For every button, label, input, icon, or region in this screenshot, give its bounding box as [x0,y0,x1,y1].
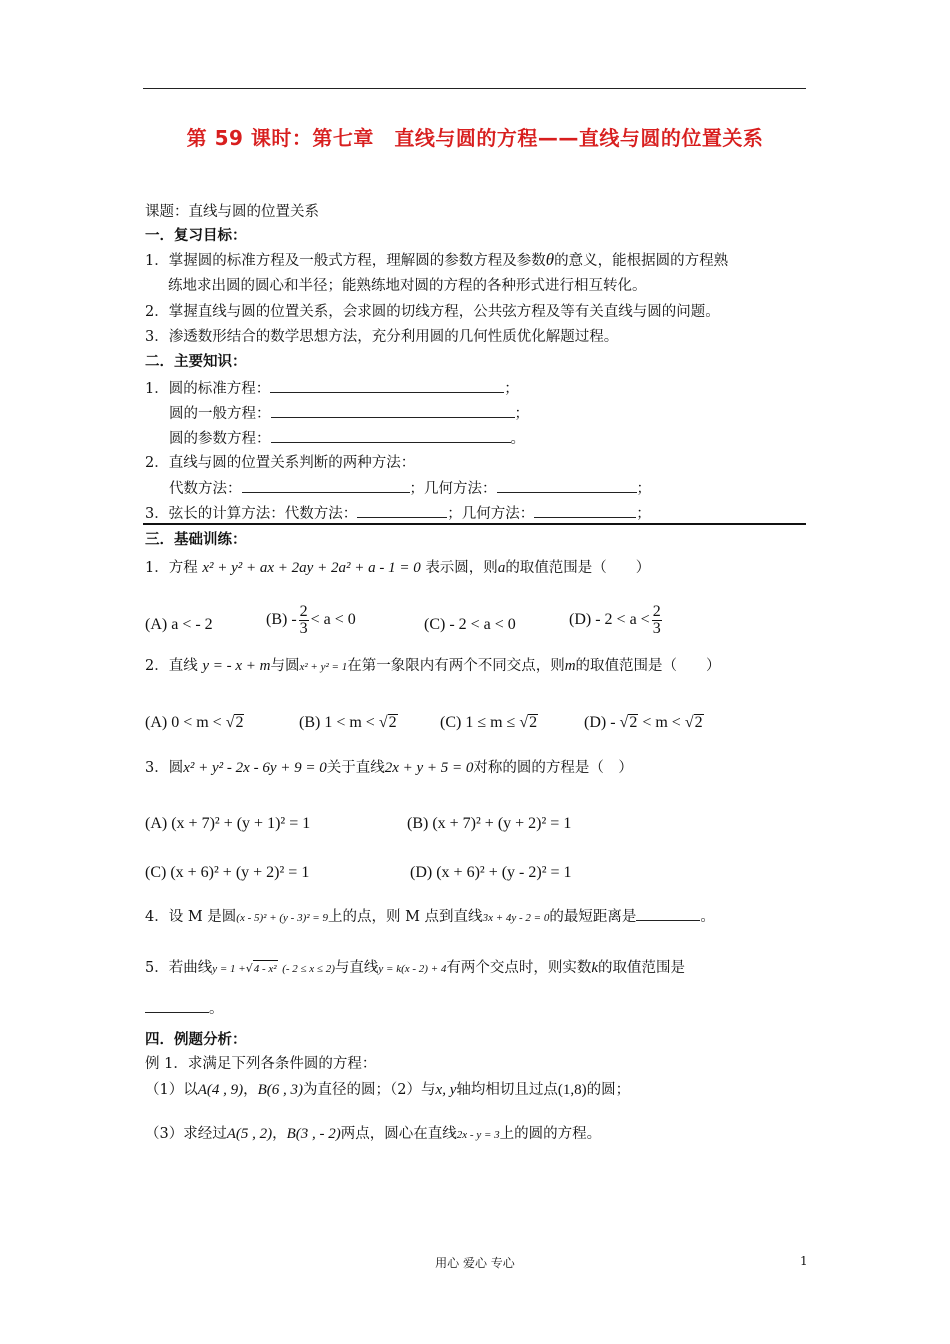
answer-blank[interactable] [636,906,700,921]
part-2-end: 的圆； [586,1082,631,1098]
q2-text-b: 在第一象限内有两个不同交点，则 [347,658,565,674]
section-4-heading: 四．例题分析： [145,1032,247,1048]
punct: 。 [209,1001,224,1017]
point-1-8: (1,8) [557,1082,587,1098]
question-5 [145,958,685,979]
q4-label: 4．设 M 是圆 [145,909,237,925]
q3-line-eq: 2x + y + 5 = 0 [384,760,474,776]
part-3-label: （3）求经过 [145,1126,227,1142]
section-divider [143,523,806,525]
q2a-text: (A) 0 < m < [145,714,222,731]
sqrt-symbol: √ [245,962,253,975]
goal-2-line: 2．掌握直线与圆的位置关系，会求圆的切线方程，公共弦方程及等有关直线与圆的问题。 [145,304,720,320]
q5-domain: (- 2 ≤ x ≤ 2) [282,963,335,975]
q5-text: 与直线 [334,960,379,976]
point-b: B(3 , - 2) [286,1126,341,1142]
q2-variable: m [564,658,576,674]
part-1-label: （1）以 [145,1082,198,1098]
radicand: 2 [235,714,244,731]
q2d-mid: < m < [642,714,681,731]
fraction-den: 3 [652,620,661,637]
goal-1-line-b: 练地求出圆的圆心和半径；能熟练地对圆的方程的各种形式进行相互转化。 [168,278,647,294]
knowledge-1b-label: 圆的一般方程： [169,406,271,422]
q1-option-a[interactable]: (A) a < - 2 [145,616,213,633]
q3-text-end: 对称的圆的方程是（ ） [473,760,633,776]
fraction [299,604,309,637]
q2-line-eq: y = - x + m [202,658,271,674]
q3-option-a[interactable]: (A) (x + 7)² + (y + 1)² = 1 [145,815,311,832]
punct: ； [636,481,651,497]
radicand: 2 [529,714,538,731]
q3-option-c[interactable]: (C) (x + 6)² + (y + 2)² = 1 [145,864,310,881]
q3-circle-eq: x² + y² - 2x - 6y + 9 = 0 [183,760,327,776]
q1b-prefix: (B) - [266,611,297,629]
q2-text: 与圆 [270,658,300,674]
goal-1-text-b: 的意义，能根据圆的方程熟 [554,253,729,269]
answer-blank[interactable] [271,403,515,418]
example-1-part-3 [145,1124,601,1145]
example-1-title: 例 1．求满足下列各条件圆的方程： [145,1056,377,1072]
q1-option-d[interactable] [569,604,664,637]
answer-blank[interactable] [534,503,636,518]
q3-text: 关于直线 [326,760,385,776]
q2-option-b[interactable] [299,714,398,732]
footer-slogan: 用心 爱心 专心 [435,1256,515,1270]
q3-label: 3．圆 [145,760,184,776]
q5-text-b: 有两个交点时，则实数 [446,960,592,976]
part-3-end: 上的圆的方程。 [499,1126,602,1142]
answer-blank[interactable] [145,998,209,1013]
punct: ； [514,406,529,422]
part-1-text: 为直径的圆；（2）与 [303,1082,436,1098]
q5-label: 5．若曲线 [145,960,213,976]
answer-blank[interactable] [271,428,511,443]
q5-variable: k [591,960,599,976]
answer-blank[interactable] [242,478,410,493]
radicand: 2 [629,714,638,731]
fraction-den: 3 [299,620,308,637]
fraction-num: 2 [652,603,661,620]
algebra-label: 代数方法： [169,481,242,497]
knowledge-2-methods [169,478,651,499]
q4-text-b: 的最短距离是 [549,909,637,925]
answer-blank[interactable] [357,503,447,518]
q4-text: 上的点，则 M 点到直线 [327,909,483,925]
q2b-text: (B) 1 < m < [299,714,375,731]
question-3 [145,758,633,778]
knowledge-1-general [169,403,529,424]
punct: ； [504,381,519,397]
q1-equation: x² + y² + ax + 2ay + 2a² + a - 1 = 0 [202,560,421,576]
header-rule [143,88,806,89]
answer-blank[interactable] [270,378,504,393]
section-2-heading: 二．主要知识： [145,354,247,370]
q2-option-c[interactable] [440,714,538,732]
chord-geometry-label: 几何方法： [461,506,535,522]
sqrt-symbol: √ [378,714,388,731]
q4-circle-eq: (x - 5)² + (y - 3)² = 9 [236,912,328,924]
q1-text-end: 的取值范围是（ ） [505,560,651,576]
q2c-text: (C) 1 ≤ m ≤ [440,714,516,731]
fraction-num: 2 [299,603,308,620]
radicand: 4 - x² [253,960,278,977]
q2-circle-eq: x² + y² = 1 [299,661,348,673]
radicand: 2 [694,714,703,731]
goal-1-line-a [145,250,728,271]
goal-3-line: 3．渗透数形结合的数学思想方法，充分利用圆的几何性质优化解题过程。 [145,329,619,345]
point-a: A(4 , 9) [197,1082,244,1098]
q3-option-d[interactable]: (D) (x + 6)² + (y - 2)² = 1 [410,864,572,881]
q3-option-b[interactable]: (B) (x + 7)² + (y + 2)² = 1 [407,815,572,832]
q5-curve-eq: y = 1 + [212,963,246,975]
point-b: B(6 , 3) [257,1082,304,1098]
sqrt-symbol: √ [684,714,694,731]
goal-1-text-a: 1．掌握圆的标准方程及一般式方程，理解圆的参数方程及参数 [145,253,546,269]
question-1 [145,558,650,578]
q2-option-a[interactable] [145,714,244,732]
punct: 。 [700,909,715,925]
radicand: 2 [388,714,397,731]
question-5-answer [145,998,224,1019]
knowledge-1c-label: 圆的参数方程： [169,431,271,447]
punct: 。 [510,431,525,447]
topic-line: 课题：直线与圆的位置关系 [145,204,319,220]
section-3-heading: 三．基础训练： [145,532,247,548]
knowledge-1-label: 1．圆的标准方程： [145,381,271,397]
q2d-prefix: (D) - [584,714,616,731]
example-1-parts-1-2 [145,1080,630,1100]
fraction [652,604,662,637]
sqrt-symbol: √ [619,714,629,731]
answer-blank[interactable] [497,478,637,493]
geometry-label: 几何方法： [424,481,497,497]
knowledge-1-parametric [169,428,525,449]
center-line-eq: 2x - y = 3 [456,1129,500,1141]
knowledge-3-line [145,503,651,524]
sqrt-symbol: √ [519,714,529,731]
q1b-suffix: < a < 0 [310,611,356,629]
point-a: A(5 , 2) [226,1126,273,1142]
xy-vars: x, y [435,1082,457,1098]
q5-text-end: 的取值范围是 [598,960,686,976]
knowledge-1-standard [145,378,519,399]
question-2 [145,656,721,677]
q1-option-c[interactable]: (C) - 2 < a < 0 [424,616,516,633]
q1-variable: a [497,560,506,576]
punct: ， [272,1126,287,1142]
q1d-prefix: (D) - 2 < a < [569,611,650,629]
sqrt-symbol: √ [225,714,235,731]
section-1-heading: 一．复习目标： [145,228,247,244]
q2-text-end: 的取值范围是（ ） [575,658,721,674]
chord-algebra-label: 3．弦长的计算方法：代数方法： [145,506,358,522]
q5-line-eq: y = k(x - 2) + 4 [378,963,447,975]
part-3-text: 两点，圆心在直线 [340,1126,457,1142]
punct: ； [447,506,462,522]
part-2-text: 轴均相切且过点 [456,1082,558,1098]
q2-option-d[interactable] [584,714,704,732]
punct: ； [636,506,651,522]
q1-label: 1．方程 [145,560,198,576]
q4-line-eq: 3x + 4y - 2 = 0 [482,912,550,924]
page-title: 第 59 课时：第七章 直线与圆的方程——直线与圆的位置关系 [186,126,764,150]
punct: ； [409,481,424,497]
theta-symbol: θ [545,250,555,269]
q1-text: 表示圆，则 [425,560,498,576]
q2-label: 2．直线 [145,658,198,674]
question-4 [145,906,715,928]
page-number: 1 [800,1254,808,1268]
punct: ， [243,1082,258,1098]
q1-option-b[interactable] [266,604,356,637]
knowledge-2-line: 2．直线与圆的位置关系判断的两种方法： [145,455,416,471]
